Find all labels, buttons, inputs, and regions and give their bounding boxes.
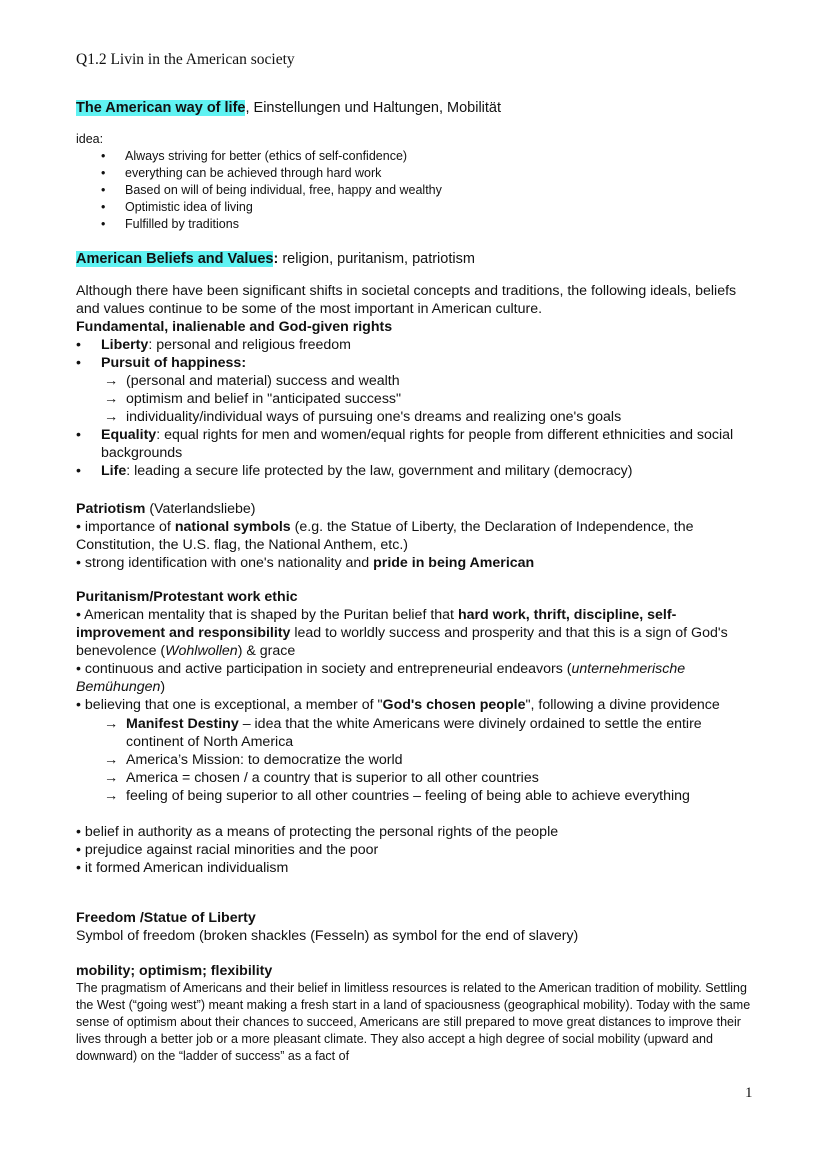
- highlight-way-of-life: The American way of life: [76, 100, 246, 116]
- section-beliefs-heading: American Beliefs and Values: religion, puritanism, patriotism: [76, 251, 475, 267]
- pursuit-list: [76, 372, 756, 426]
- puritanism-bullet: • it formed American individualism: [76, 860, 289, 876]
- mobility-text: The pragmatism of Americans and their belief in limitless resources is related to the American tradition of mobility. Settling the West (“going west”) meant making a fresh start in a land of spaciousness (geographical mobility). Today with the same sense of optimism about their chances to succeed, Americans are still prepared to move great distances to improve their lives through a better job or a more pleasant climate. They also accept a high degree of social mobility (upward and downward) on the “ladder of success” as a fact of: [76, 981, 751, 1063]
- puritanism-heading: Puritanism/Protestant work ethic: [76, 589, 298, 605]
- arrow-icon: →: [104, 716, 119, 732]
- list-item: • Always striving for better (ethics of self-confidence): [76, 148, 756, 165]
- patriotism-line: • strong identification with one's nationality and pride in being American: [76, 555, 535, 571]
- destiny-list: [76, 715, 756, 805]
- list-item: • Fulfilled by traditions: [76, 216, 756, 233]
- mobility-heading: mobility; optimism; flexibility: [76, 963, 273, 979]
- patriotism-block: [76, 500, 756, 572]
- puritanism-block: [76, 588, 756, 877]
- arrow-icon: →: [104, 752, 119, 768]
- puritanism-paragraph: • believing that one is exceptional, a member of "God's chosen people", following a divine providence: [76, 697, 720, 713]
- beliefs-block: [76, 282, 756, 480]
- document-title: Q1.2 Livin in the American society: [76, 51, 295, 68]
- list-item: • Pursuit of happiness:: [76, 354, 756, 372]
- list-item: → America = chosen / a country that is superior to all other countries: [104, 770, 539, 786]
- list-item: → individuality/individual ways of pursuing one's dreams and realizing one's goals: [104, 409, 622, 425]
- highlight-beliefs: American Beliefs and Values: [76, 251, 274, 267]
- idea-label: idea:: [76, 132, 104, 146]
- beliefs-intro: Although there have been significant shifts in societal concepts and traditions, the following ideals, beliefs and values continue to be some of the most important in American culture.: [76, 283, 737, 317]
- list-item: → America’s Mission: to democratize the world: [104, 752, 403, 768]
- list-item: • Based on will of being individual, free, happy and wealthy: [76, 182, 756, 199]
- arrow-icon: →: [104, 391, 119, 407]
- section-way-of-life-heading: The American way of life, Einstellungen und Haltungen, Mobilität: [76, 100, 502, 116]
- arrow-icon: →: [104, 770, 119, 786]
- arrow-icon: →: [104, 409, 119, 425]
- puritanism-bullet: • belief in authority as a means of protecting the personal rights of the people: [76, 824, 559, 840]
- arrow-icon: →: [104, 373, 119, 389]
- patriotism-line: • importance of national symbols (e.g. the Statue of Liberty, the Declaration of Independence, the Constitution, the U.S. flag, the National Anthem, etc.): [76, 519, 694, 553]
- patriotism-heading: Patriotism (Vaterlandsliebe): [76, 501, 256, 517]
- list-item: • Liberty: personal and religious freedom: [76, 336, 756, 354]
- arrow-icon: →: [104, 788, 119, 804]
- list-item: → feeling of being superior to all other countries – feeling of being able to achieve everything: [104, 788, 690, 804]
- idea-list: [76, 148, 756, 233]
- puritanism-bullet: • prejudice against racial minorities and the poor: [76, 842, 379, 858]
- puritanism-paragraph: • American mentality that is shaped by the Puritan belief that hard work, thrift, discipline, self-improvement and responsibility lead to worldly success and prosperity and that this is a sign of God's benevolence (Wohlwollen) & grace: [76, 607, 728, 659]
- page-number: 1: [745, 1085, 753, 1101]
- mobility-block: [76, 962, 756, 1065]
- rights-heading: Fundamental, inalienable and God-given rights: [76, 319, 393, 335]
- list-item: • Life: leading a secure life protected by the law, government and military (democracy): [76, 462, 756, 480]
- list-item: • Equality: equal rights for men and women/equal rights for people from different ethnicities and social backgrounds: [76, 426, 756, 462]
- list-item: → Manifest Destiny – idea that the white Americans were divinely ordained to settle the entire continent of North America: [104, 716, 702, 750]
- freedom-block: [76, 909, 756, 945]
- freedom-text: Symbol of freedom (broken shackles (Fesseln) as symbol for the end of slavery): [76, 928, 579, 944]
- rights-list: [76, 336, 756, 372]
- list-item: → (personal and material) success and wealth: [104, 373, 400, 389]
- freedom-heading: Freedom /Statue of Liberty: [76, 910, 256, 926]
- list-item: • Optimistic idea of living: [76, 199, 756, 216]
- list-item: → optimism and belief in "anticipated success": [104, 391, 402, 407]
- list-item: • everything can be achieved through hard work: [76, 165, 756, 182]
- puritanism-paragraph: • continuous and active participation in society and entrepreneurial endeavors (unternehmerische Bemühungen): [76, 661, 686, 695]
- rights-list-continued: [76, 426, 756, 480]
- idea-block: [76, 131, 756, 233]
